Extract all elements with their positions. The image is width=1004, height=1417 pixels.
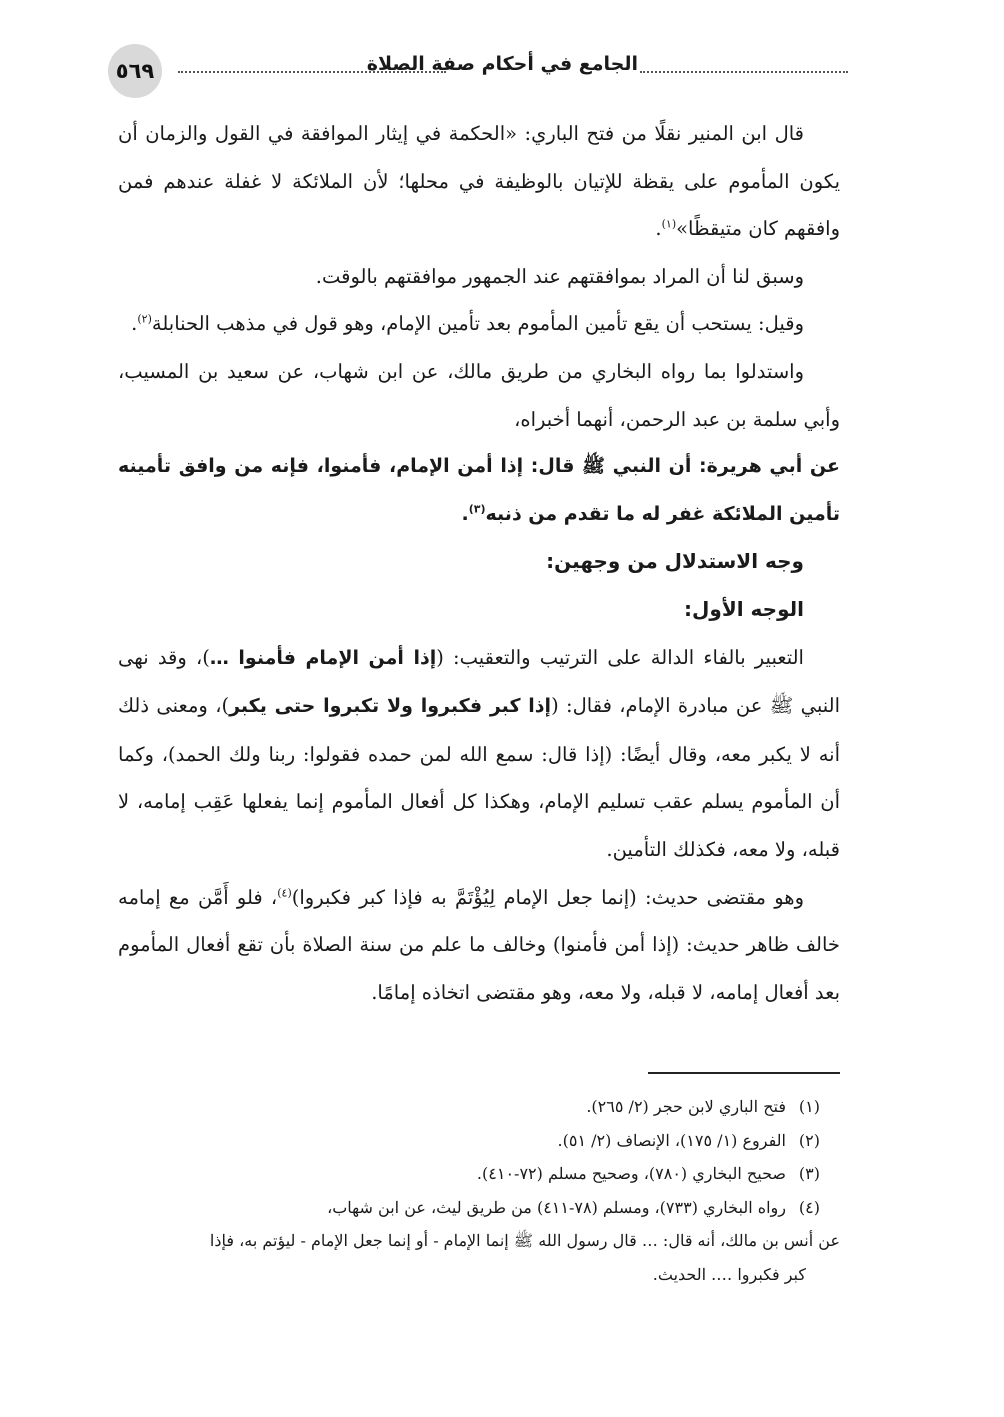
footnote-continuation: عن أنس بن مالك، أنه قال: … قال رسول الله ﷺ إنما الإمام - أو إنما جعل الإمام - ليؤتم به، فإذا	[209, 1231, 840, 1250]
page-number: ٥٦٩	[108, 44, 162, 98]
footnote-ref-3[interactable]: (٣)	[468, 502, 486, 516]
footnotes	[118, 1090, 840, 1291]
hadith-text: عن أبي هريرة: أن النبي ﷺ قال: إذا أمن الإمام، فأمنوا، فإنه من وافق تأمينه تأمين الملائكة غفر له ما تقدم من ذنبه$^{(٣)}$.	[118, 455, 840, 525]
footnote-item: (٣)صحيح البخاري (٧٨٠)، وصحيح مسلم (٧٢-٤١٠).	[476, 1164, 820, 1183]
footnote-item: (٢)الفروع (١/ ١٧٥)، الإنصاف (٢/ ٥١).	[557, 1130, 820, 1150]
paragraph-hanbali-view: وقيل: يستحب أن يقع تأمين المأموم بعد تأمين الإمام، وهو قول في مذهب الحنابلة$^{(٢)}$.	[131, 312, 804, 336]
footnote-ref-2[interactable]: (٢)	[137, 312, 152, 326]
footnote-item: (٤)رواه البخاري (٧٣٣)، ومسلم (٧٨-٤١١) من طريق ليث، عن ابن شهاب،	[327, 1197, 820, 1217]
footnote-continuation: كبر فكبروا …. الحديث.	[652, 1264, 806, 1284]
paragraph-imam-following: وهو مقتضى حديث: (إنما جعل الإمام لِيُؤْتَمَّ به فإذا كبر فكبروا)$^{(٤)}$، فلو أَمَّن مع إمامه خالف ظاهر حديث: (إذا أمن فأمنوا) وخالف ما علم من سنة الصلاة بأن تقع أفعال المأموم بعد أفعال إمامه، لا قبله، ولا معه، وهو مقتضى اتخاذه إمامًا.	[118, 885, 840, 1004]
page-header	[108, 44, 850, 100]
section-heading-two-aspects: وجه الاستدلال من وجهين:	[546, 549, 804, 574]
running-title: الجامع في أحكام صفة الصلاة	[366, 53, 638, 75]
footnote-separator	[648, 1072, 840, 1074]
section-heading-first-aspect: الوجه الأول:	[684, 596, 804, 621]
footnote-ref-4[interactable]: (٤)	[277, 886, 292, 899]
footnote-item: (١)فتح الباري لابن حجر (٢/ ٢٦٥).	[586, 1097, 820, 1116]
paragraph-majority-view: وسبق لنا أن المراد بموافقتهم عند الجمهور موافقتهم بالوقت.	[315, 264, 804, 288]
paragraph-sequence-argument: التعبير بالفاء الدالة على الترتيب والتعقيب: (إذا أمن الإمام فأمنوا …)، وقد نهى النبي ﷺ عن مبادرة الإمام، فقال: (إذا كبر فكبروا ولا تكبروا حتى يكبر)، ومعنى ذلك أنه لا يكبر معه، وقال أيضًا: (إذا قال: سمع الله لمن حمده فقولوا: ربنا ولك الحمد)، وكما أن المأموم يسلم عقب تسليم الإمام، وهكذا كل أفعال المأموم إنما يفعلها عَقِب إمامه، لا قبله، ولا معه، فكذلك التأمين.	[118, 645, 841, 861]
header-dotted-rule-right	[640, 71, 848, 73]
paragraph-evidence-chain: واستدلوا بما رواه البخاري من طريق مالك، عن ابن شهاب، عن سعيد بن المسيب، وأبي سلمة بن عبد الرحمن، أنهما أخبراه،	[118, 359, 840, 431]
paragraph-ibn-al-munir: قال ابن المنير نقلًا من فتح الباري: «الحكمة في إيثار الموافقة في القول والزمان أن يكون المأموم على يقظة للإتيان بالوظيفة في محلها؛ لأن الملائكة لا غفلة عندهم فمن وافقهم كان متيقظًا»$^{(١)}$.	[118, 122, 840, 241]
footnote-ref-1[interactable]: (١)	[661, 217, 677, 231]
main-text	[118, 110, 840, 1016]
